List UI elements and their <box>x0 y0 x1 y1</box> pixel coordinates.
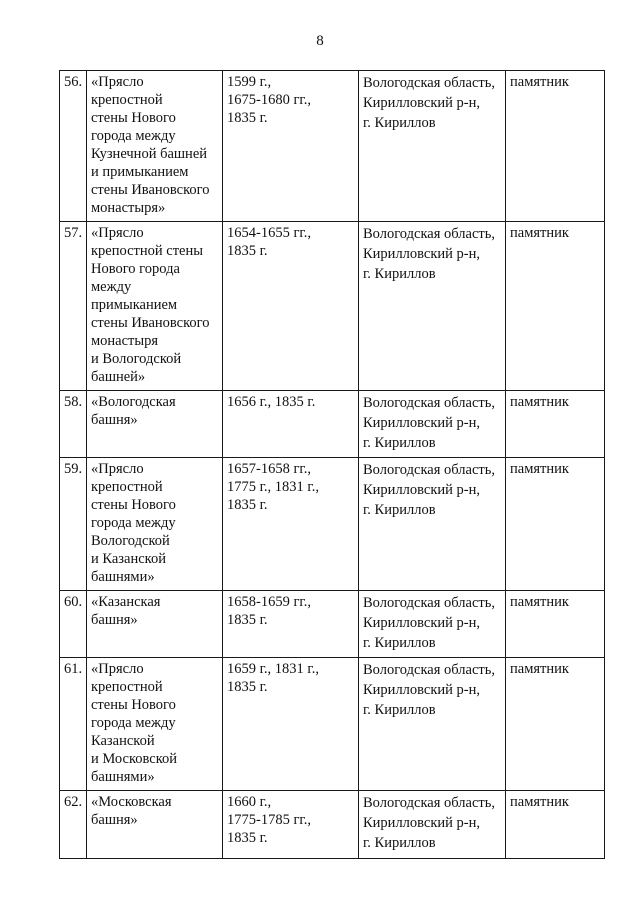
location: Вологодская область, Кирилловский р-н, г. Кириллов <box>359 658 506 791</box>
dating: 1658-1659 гг., 1835 г. <box>223 591 359 658</box>
object-name: «Вологодская башня» <box>87 391 223 458</box>
category: памятник <box>506 791 605 859</box>
table-row <box>60 458 605 591</box>
table-row <box>60 71 605 222</box>
category: памятник <box>506 458 605 591</box>
dating: 1657-1658 гг., 1775 г., 1831 г., 1835 г. <box>223 458 359 591</box>
location: Вологодская область, Кирилловский р-н, г. Кириллов <box>359 591 506 658</box>
table-row <box>60 591 605 658</box>
category: памятник <box>506 391 605 458</box>
dating: 1599 г., 1675-1680 гг., 1835 г. <box>223 71 359 222</box>
dating: 1660 г., 1775-1785 гг., 1835 г. <box>223 791 359 859</box>
table-row <box>60 791 605 859</box>
row-number: 57. <box>60 222 87 391</box>
row-number: 56. <box>60 71 87 222</box>
category: памятник <box>506 71 605 222</box>
table-row <box>60 391 605 458</box>
table-row <box>60 222 605 391</box>
location: Вологодская область, Кирилловский р-н, г. Кириллов <box>359 71 506 222</box>
heritage-registry-table <box>59 70 605 859</box>
category: памятник <box>506 591 605 658</box>
row-number: 60. <box>60 591 87 658</box>
location: Вологодская область, Кирилловский р-н, г. Кириллов <box>359 222 506 391</box>
dating: 1654-1655 гг., 1835 г. <box>223 222 359 391</box>
row-number: 61. <box>60 658 87 791</box>
object-name: «Прясло крепостной стены Нового города между Казанской и Московской башнями» <box>87 658 223 791</box>
row-number: 58. <box>60 391 87 458</box>
object-name: «Казанская башня» <box>87 591 223 658</box>
row-number: 62. <box>60 791 87 859</box>
row-number: 59. <box>60 458 87 591</box>
dating: 1656 г., 1835 г. <box>223 391 359 458</box>
object-name: «Прясло крепостной стены Нового города между Вологодской и Казанской башнями» <box>87 458 223 591</box>
dating: 1659 г., 1831 г., 1835 г. <box>223 658 359 791</box>
category: памятник <box>506 658 605 791</box>
object-name: «Прясло крепостной стены Нового города между примыканием стены Ивановского монастыря и Вологодской башней» <box>87 222 223 391</box>
location: Вологодская область, Кирилловский р-н, г. Кириллов <box>359 791 506 859</box>
location: Вологодская область, Кирилловский р-н, г. Кириллов <box>359 391 506 458</box>
object-name: «Прясло крепостной стены Нового города между Кузнечной башней и примыканием стены Ивановского монастыря» <box>87 71 223 222</box>
location: Вологодская область, Кирилловский р-н, г. Кириллов <box>359 458 506 591</box>
object-name: «Московская башня» <box>87 791 223 859</box>
table-row <box>60 658 605 791</box>
category: памятник <box>506 222 605 391</box>
page-number: 8 <box>316 33 324 49</box>
